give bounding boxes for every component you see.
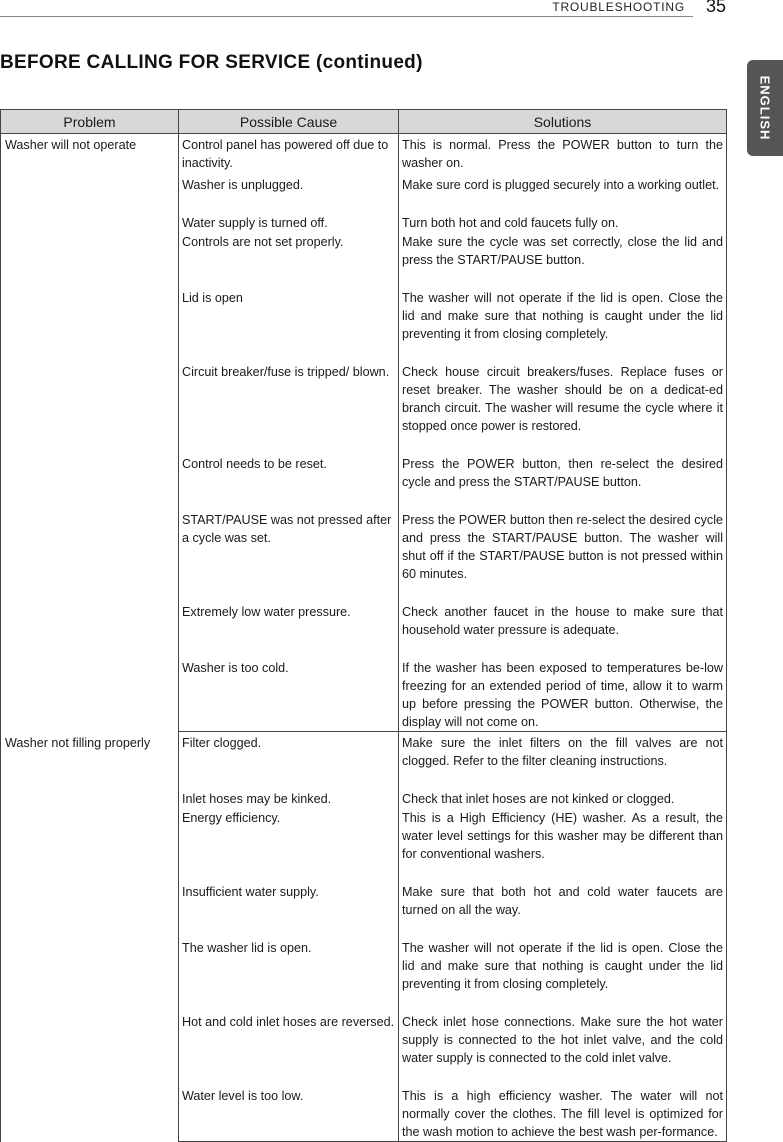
solution-cell: If the washer has been exposed to temperatures be-low freezing for an extended period of time, allow it to warm up before pressing the POWER button. Otherwise, the display will not come on.	[399, 659, 727, 732]
cause-cell: Washer is unplugged.	[179, 176, 399, 214]
cause-cell: Circuit breaker/fuse is tripped/ blown.	[179, 363, 399, 455]
cause-cell: Water level is too low.	[179, 1087, 399, 1142]
cause-cell: Lid is open	[179, 289, 399, 363]
solution-cell: Check that inlet hoses are not kinked or clogged.	[399, 790, 727, 809]
solution-cell: This is a High Efficiency (HE) washer. As a result, the water level settings for this washer may be different than for conventional washers.	[399, 809, 727, 883]
page-title: BEFORE CALLING FOR SERVICE (continued)	[0, 52, 423, 73]
cause-cell: Hot and cold inlet hoses are reversed.	[179, 1013, 399, 1087]
language-tab-label: ENGLISH	[757, 75, 773, 141]
cause-cell: Extremely low water pressure.	[179, 603, 399, 659]
page-number: 35	[705, 0, 726, 16]
solution-cell: Make sure the cycle was set correctly, close the lid and press the START/PAUSE button.	[399, 233, 727, 289]
table-row	[1, 134, 727, 177]
cause-cell: Water supply is turned off.	[179, 214, 399, 233]
solution-cell: Press the POWER button, then re-select the desired cycle and press the START/PAUSE button.	[399, 455, 727, 511]
problem-cell: Washer not filling properly	[1, 732, 179, 1142]
cause-cell: Control panel has powered off due to inactivity.	[179, 134, 399, 177]
solution-cell: This is a high efficiency washer. The water will not normally cover the clothes. The fill level is optimized for the wash motion to achieve the best wash per-formance.	[399, 1087, 727, 1142]
table-header	[1, 110, 727, 134]
table-body	[1, 134, 727, 1142]
header-divider	[0, 16, 693, 17]
cause-cell: Washer is too cold.	[179, 659, 399, 732]
column-header-solutions: Solutions	[399, 110, 727, 134]
solution-cell: This is normal. Press the POWER button to turn the washer on.	[399, 134, 727, 177]
troubleshooting-table	[0, 109, 727, 1142]
solution-cell: Check another faucet in the house to make sure that household water pressure is adequate.	[399, 603, 727, 659]
cause-cell: The washer lid is open.	[179, 939, 399, 1013]
column-header-problem: Problem	[1, 110, 179, 134]
solution-cell: Turn both hot and cold faucets fully on.	[399, 214, 727, 233]
cause-cell: Control needs to be reset.	[179, 455, 399, 511]
solution-cell: Make sure the inlet filters on the fill valves are not clogged. Refer to the filter cleaning instructions.	[399, 732, 727, 791]
solution-cell: The washer will not operate if the lid is open. Close the lid and make sure that nothing is caught under the lid preventing it from closing completely.	[399, 939, 727, 1013]
solution-cell: Press the POWER button then re-select the desired cycle and press the START/PAUSE button. The washer will shut off if the START/PAUSE button is not pressed within 60 minutes.	[399, 511, 727, 603]
language-tab	[747, 60, 783, 156]
solution-cell: Make sure cord is plugged securely into a working outlet.	[399, 176, 727, 214]
table-row	[1, 732, 727, 791]
cause-cell: Insufficient water supply.	[179, 883, 399, 939]
section-title: TROUBLESHOOTING	[552, 0, 685, 14]
problem-cell: Washer will not operate	[1, 134, 179, 732]
column-header-cause: Possible Cause	[179, 110, 399, 134]
cause-cell: Energy efficiency.	[179, 809, 399, 883]
solution-cell: Check inlet hose connections. Make sure the hot water supply is connected to the hot inlet valve, and the cold water supply is connected to the cold inlet valve.	[399, 1013, 727, 1087]
cause-cell: Filter clogged.	[179, 732, 399, 791]
solution-cell: Make sure that both hot and cold water faucets are turned on all the way.	[399, 883, 727, 939]
cause-cell: Controls are not set properly.	[179, 233, 399, 289]
cause-cell: Inlet hoses may be kinked.	[179, 790, 399, 809]
cause-cell: START/PAUSE was not pressed after a cycle was set.	[179, 511, 399, 603]
solution-cell: Check house circuit breakers/fuses. Replace fuses or reset breaker. The washer should be on a dedicat-ed branch circuit. The washer will resume the cycle where it stopped once power is restored.	[399, 363, 727, 455]
page-header	[0, 0, 783, 22]
solution-cell: The washer will not operate if the lid is open. Close the lid and make sure that nothing is caught under the lid preventing it from closing completely.	[399, 289, 727, 363]
